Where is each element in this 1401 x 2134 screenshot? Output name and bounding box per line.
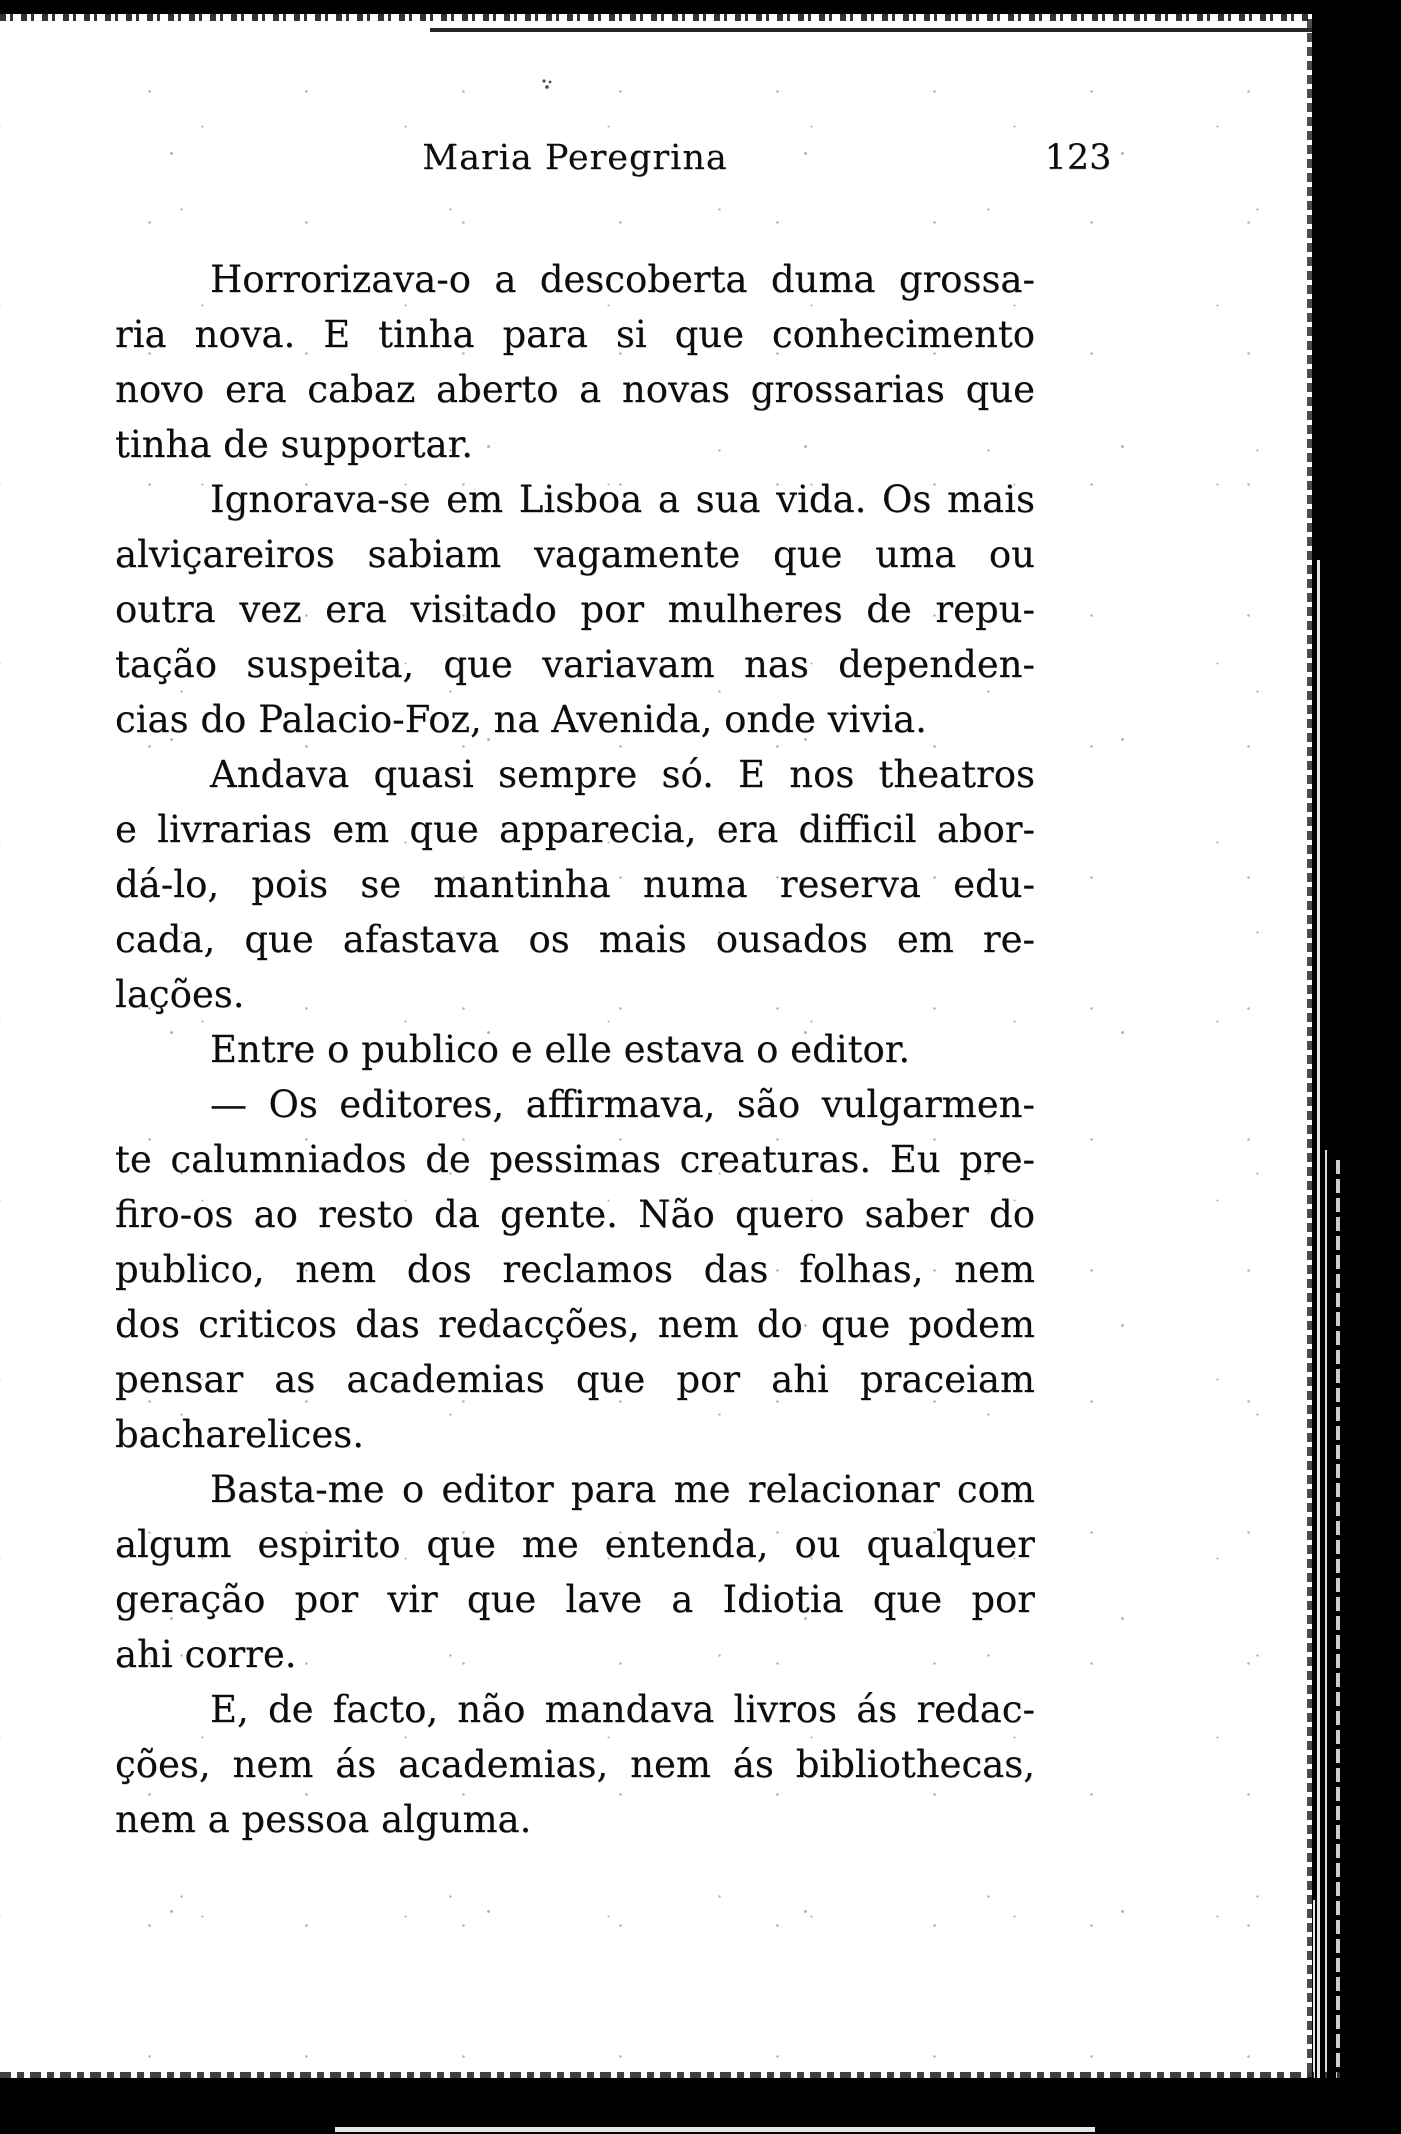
text-line: — Os editores, affirmava, são vulgarmen- <box>210 1083 1035 1126</box>
text-line: te calumniados de pessimas creaturas. Eu pre- <box>115 1138 1035 1181</box>
text-line: cada, que afastava os mais ousados em re- <box>115 918 1035 961</box>
scan-edge-bottom <box>0 2078 1401 2134</box>
page-edge-striation <box>1336 1160 1340 2104</box>
text-line: E, de facto, não mandava livros ás redac- <box>210 1688 1035 1731</box>
scan-edge-bottom-sliver <box>335 2127 1095 2132</box>
text-line: e livrarias em que apparecia, era difficil abor- <box>115 808 1035 851</box>
scan-edge-top-secondary-line <box>430 28 1315 32</box>
text-line: cias do Palacio-Foz, na Avenida, onde vivia. <box>115 698 927 741</box>
text-line: novo era cabaz aberto a novas grossarias que <box>115 368 1035 411</box>
text-line: dos criticos das redacções, nem do que podem <box>115 1303 1035 1346</box>
scan-edge-top <box>0 0 1401 14</box>
text-line: lações. <box>115 973 245 1016</box>
text-line: tinha de supportar. <box>115 423 473 466</box>
page-body <box>115 252 1035 1847</box>
text-line: algum espirito que me entenda, ou qualquer <box>115 1523 1035 1566</box>
text-line: ria nova. E tinha para si que conhecimento <box>115 313 1035 356</box>
text-line: dá-lo, pois se mantinha numa reserva edu- <box>115 863 1035 906</box>
page-edge-striation <box>1325 1150 1327 2094</box>
text-line: tação suspeita, que variavam nas dependen- <box>115 643 1035 686</box>
ink-smudge <box>541 78 555 90</box>
text-line: ahi corre. <box>115 1633 297 1676</box>
page-edge-striation <box>1313 1900 1315 2080</box>
scan-edge-right <box>1312 5 1401 2134</box>
text-line: Horrorizava-o a descoberta duma grossa- <box>210 258 1035 301</box>
page-number: 123 <box>1044 138 1112 178</box>
text-line: outra vez era visitado por mulheres de repu- <box>115 588 1035 631</box>
text-line: Basta-me o editor para me relacionar com <box>210 1468 1035 1511</box>
text-line: Andava quasi sempre só. E nos theatros <box>210 753 1035 796</box>
text-line: bacharelices. <box>115 1413 364 1456</box>
text-line: geração por vir que lave a Idiotia que por <box>115 1578 1035 1621</box>
text-line: publico, nem dos reclamos das folhas, nem <box>115 1248 1035 1291</box>
text-line: nem a pessoa alguma. <box>115 1798 532 1841</box>
text-line: Ignorava-se em Lisboa a sua vida. Os mais <box>210 478 1035 521</box>
text-line: pensar as academias que por ahi praceiam <box>115 1358 1035 1401</box>
text-line: alviçareiros sabiam vagamente que uma ou <box>115 533 1035 576</box>
text-line: Entre o publico e elle estava o editor. <box>210 1028 911 1071</box>
text-line: firo-os ao resto da gente. Não quero saber do <box>115 1193 1035 1236</box>
page-edge-striation <box>1317 560 1320 2080</box>
text-line: ções, nem ás academias, nem ás bibliothecas, <box>115 1743 1035 1786</box>
running-title: Maria Peregrina <box>422 138 728 178</box>
